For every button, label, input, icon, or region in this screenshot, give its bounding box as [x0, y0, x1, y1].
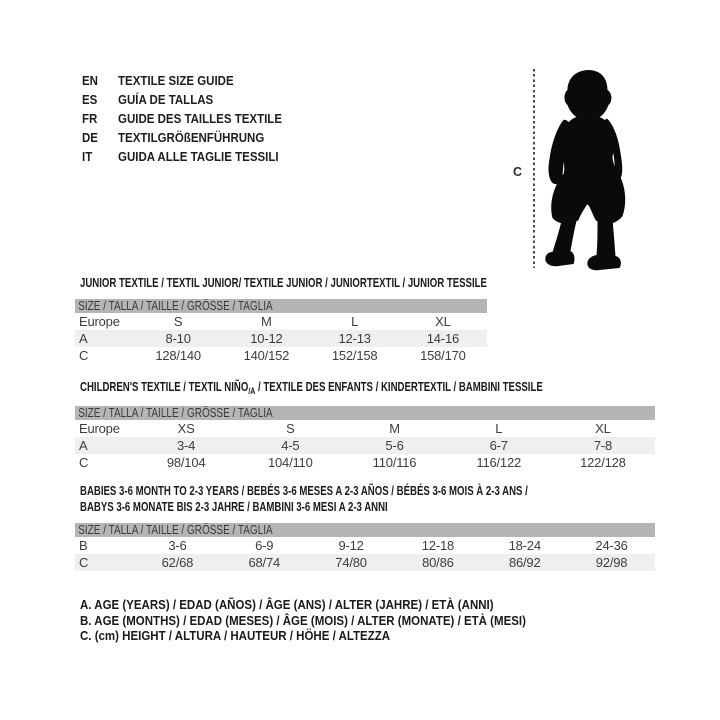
language-label: GUÍA DE TALLAS — [118, 92, 214, 107]
title-segment: /A — [248, 385, 256, 397]
table-cell: L — [351, 314, 359, 329]
row-label: Europe — [79, 421, 120, 436]
table-title-line — [80, 483, 528, 499]
table-row — [75, 454, 655, 471]
table-title-line — [80, 499, 506, 515]
height-measure-label: C — [513, 165, 523, 179]
table-cell: 74/80 — [335, 555, 367, 570]
table-header-band — [75, 523, 655, 537]
table-row — [75, 537, 655, 554]
table-rows — [75, 420, 655, 471]
table-cell: L — [495, 421, 503, 436]
language-code: FR — [82, 111, 98, 126]
title-segment: BABYS 3-6 MONATE BIS 2-3 JAHRE / BAMBINI 3-6 MESI A 2-3 ANNI — [80, 499, 388, 514]
title-segment: / TEXTILE DES ENFANTS / KINDERTEXTIL / BAMBINI TESSILE — [255, 379, 543, 394]
table-rows — [75, 537, 655, 571]
table-row — [75, 330, 487, 347]
table-row — [75, 420, 655, 437]
language-list — [82, 71, 296, 166]
language-row — [82, 90, 296, 109]
table-cell: 86/92 — [508, 555, 541, 570]
table-cell: 3-4 — [177, 438, 196, 453]
title-segment: CHILDREN'S TEXTILE / TEXTIL NIÑO — [80, 379, 249, 394]
table-cell: 158/170 — [420, 348, 466, 363]
row-label: C — [79, 555, 89, 570]
row-label: C — [79, 455, 89, 470]
title-segment: BABIES 3-6 MONTH TO 2-3 YEARS / BEBÉS 3-6 MESES A 2-3 AÑOS / BÉBÉS 3-6 MOIS À 2-3 ANS / — [80, 483, 528, 498]
junior-textile-table — [75, 275, 487, 364]
table-cell: 116/122 — [476, 455, 522, 470]
table-cell: 104/110 — [267, 455, 313, 470]
table-cell: 128/140 — [155, 348, 201, 363]
babies-textile-table — [75, 483, 655, 571]
language-code: EN — [82, 73, 98, 88]
table-rows — [75, 313, 487, 364]
language-code: DE — [82, 130, 98, 145]
toddler-figure — [505, 62, 645, 276]
table-cell: 92/98 — [595, 555, 628, 570]
table-cell: 9-12 — [338, 538, 364, 553]
table-cell: 122/128 — [580, 455, 626, 470]
legend-line: C. (cm) HEIGHT / ALTURA / HAUTEUR / HÖHE / ALTEZZA — [80, 629, 391, 644]
legend — [80, 598, 565, 645]
title-segment: JUNIOR TEXTILE / TEXTIL JUNIOR/ TEXTILE JUNIOR / JUNIORTEXTIL / JUNIOR TESSILE — [80, 275, 487, 290]
table-cell: 140/152 — [243, 348, 290, 363]
table-cell: 6-9 — [255, 538, 274, 553]
table-cell: 7-8 — [593, 438, 613, 453]
row-label: A — [79, 331, 88, 346]
language-label: GUIDA ALLE TAGLIE TESSILI — [118, 149, 279, 164]
language-code: ES — [82, 92, 98, 107]
table-cell: XL — [595, 421, 611, 436]
table-cell: 80/86 — [422, 555, 454, 570]
table-cell: 3-6 — [168, 538, 187, 553]
table-cell: S — [286, 421, 295, 436]
table-title-line — [80, 275, 487, 291]
table-cell: XS — [177, 421, 195, 436]
table-cell: M — [261, 314, 272, 329]
legend-line: A. AGE (YEARS) / EDAD (AÑOS) / ÂGE (ANS) / ALTER (JAHRE) / ETÀ (ANNI) — [80, 598, 494, 612]
row-label: A — [79, 438, 88, 453]
table-header-label: SIZE / TALLA / TAILLE / GRÖSSE / TAGLIA — [78, 406, 273, 420]
table-header-band — [75, 299, 487, 313]
language-row — [82, 128, 296, 147]
table-title — [75, 275, 487, 291]
table-cell: 12-18 — [421, 538, 455, 553]
row-label: Europe — [79, 314, 120, 329]
table-header-band — [75, 406, 655, 420]
language-row — [82, 147, 296, 166]
table-cell: S — [173, 314, 183, 329]
table-cell: 62/68 — [161, 555, 194, 570]
table-cell: 68/74 — [248, 555, 281, 570]
table-cell: 8-10 — [165, 331, 191, 346]
table-cell: 12-13 — [338, 331, 371, 346]
language-row — [82, 109, 296, 128]
legend-line: B. AGE (MONTHS) / EDAD (MESES) / ÂGE (MOIS) / ALTER (MONATE) / ETÀ (MESI) — [80, 613, 526, 628]
table-cell: 6-7 — [489, 438, 508, 453]
table-cell: 152/158 — [331, 348, 378, 363]
toddler-silhouette-icon — [542, 63, 633, 271]
height-measure-line — [533, 69, 535, 268]
table-cell: 10-12 — [250, 331, 283, 346]
row-label: B — [79, 538, 88, 553]
table-row — [75, 437, 655, 454]
table-row — [75, 313, 487, 330]
table-cell: 110/116 — [372, 455, 417, 470]
table-header-label: SIZE / TALLA / TAILLE / GRÖSSE / TAGLIA — [78, 523, 273, 537]
table-title — [75, 483, 655, 515]
language-row — [82, 71, 296, 90]
table-cell: 5-6 — [385, 438, 404, 453]
language-code: IT — [82, 149, 93, 164]
table-cell: XL — [435, 314, 451, 329]
table-cell: M — [389, 421, 400, 436]
table-cell: 18-24 — [508, 538, 541, 553]
language-label: TEXTILGRÖßENFÜHRUNG — [118, 130, 265, 145]
table-cell: 24-36 — [595, 538, 628, 553]
children-textile-table — [75, 379, 655, 471]
table-row — [75, 554, 655, 571]
language-label: TEXTILE SIZE GUIDE — [118, 73, 234, 88]
table-title — [75, 379, 655, 397]
table-title-line — [80, 379, 543, 397]
table-cell: 98/104 — [166, 455, 206, 470]
row-label: C — [79, 348, 89, 363]
language-label: GUIDE DES TAILLES TEXTILE — [118, 111, 283, 126]
table-header-label: SIZE / TALLA / TAILLE / GRÖSSE / TAGLIA — [78, 299, 273, 313]
table-cell: 4-5 — [281, 438, 300, 453]
table-row — [75, 347, 487, 364]
table-cell: 14-16 — [426, 331, 459, 346]
